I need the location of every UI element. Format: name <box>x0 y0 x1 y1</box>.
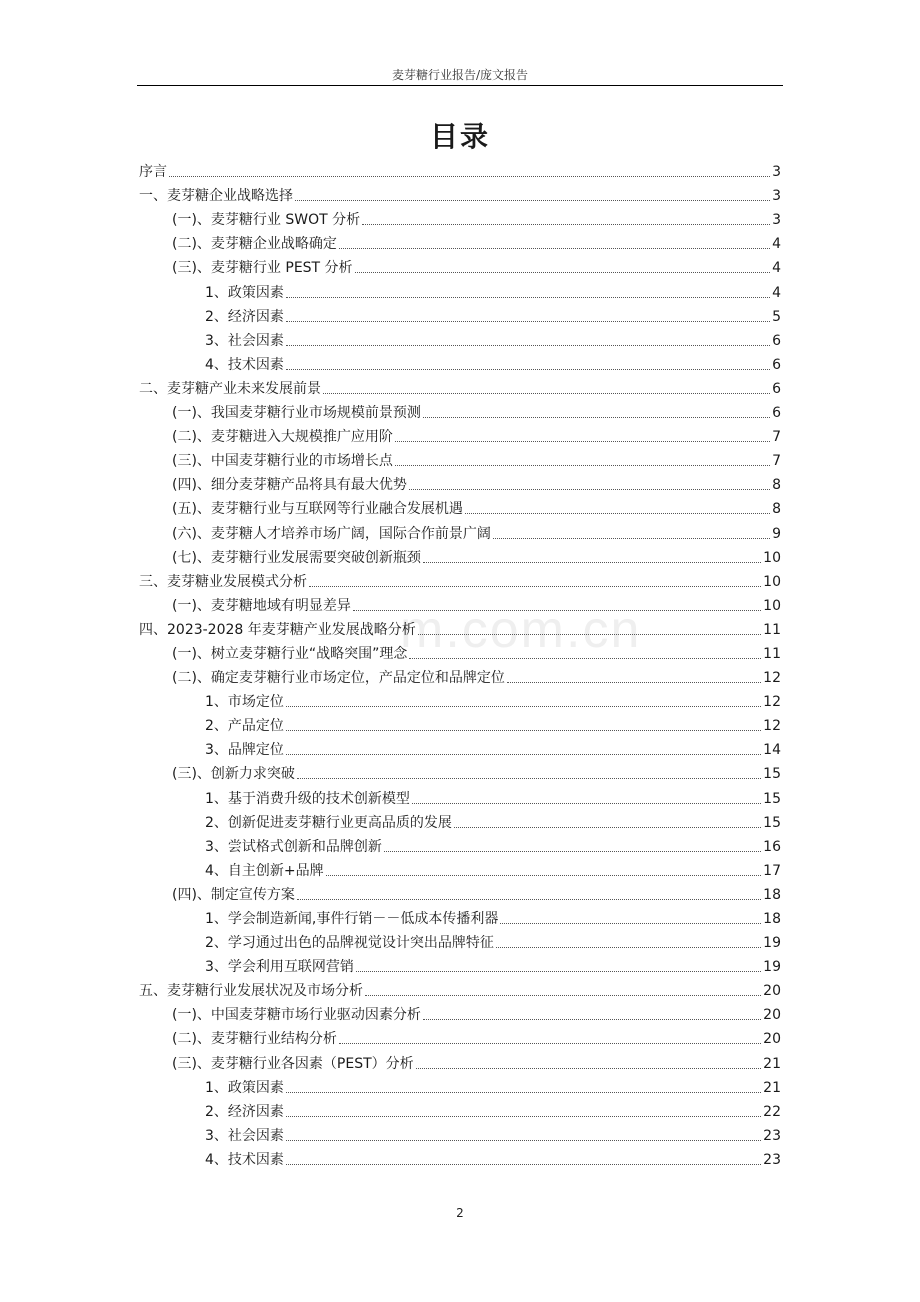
toc-entry-title: 1、市场定位 <box>205 694 284 711</box>
toc-leader-dots <box>355 271 771 273</box>
header-rule <box>137 85 783 86</box>
toc-leader-dots <box>384 850 761 852</box>
toc-entry[interactable] <box>139 205 781 229</box>
toc-leader-dots <box>416 1067 762 1069</box>
toc-leader-dots <box>365 994 761 996</box>
toc-entry[interactable] <box>139 277 781 301</box>
toc-entry[interactable] <box>139 783 781 807</box>
toc-entry[interactable] <box>139 976 781 1000</box>
toc-entry-page: 19 <box>763 935 781 952</box>
toc-entry-page: 11 <box>763 621 781 638</box>
toc-entry-title: 1、政策因素 <box>205 1079 284 1096</box>
toc-leader-dots <box>309 585 761 587</box>
toc-entry-title: (三)、麦芽糖行业 PEST 分析 <box>172 260 353 277</box>
toc-entry-title: 3、学会利用互联网营销 <box>205 959 354 976</box>
toc-entry[interactable] <box>139 832 781 856</box>
toc-entry-page: 6 <box>772 405 781 422</box>
toc-entry-title: 2、创新促进麦芽糖行业更高品质的发展 <box>205 814 452 831</box>
toc-entry[interactable] <box>139 711 781 735</box>
toc-entry-title: 二、麦芽糖产业未来发展前景 <box>139 380 321 397</box>
toc-leader-dots <box>326 874 762 876</box>
toc-leader-dots <box>362 223 770 225</box>
toc-leader-dots <box>454 826 761 828</box>
toc-entry[interactable] <box>139 1145 781 1169</box>
toc-entry[interactable] <box>139 374 781 398</box>
toc-entry-title: (三)、麦芽糖行业各因素（PEST）分析 <box>172 1055 414 1072</box>
toc-entry[interactable] <box>139 663 781 687</box>
toc-entry-page: 3 <box>772 212 781 229</box>
toc-entry[interactable] <box>139 398 781 422</box>
toc-entry-title: 序言 <box>139 164 167 181</box>
toc-entry[interactable] <box>139 229 781 253</box>
toc-leader-dots <box>286 1139 761 1141</box>
toc-entry-page: 17 <box>763 862 781 879</box>
toc-entry[interactable] <box>139 253 781 277</box>
toc-entry-page: 21 <box>763 1055 781 1072</box>
toc-leader-dots <box>339 1042 761 1044</box>
toc-entry-page: 8 <box>772 477 781 494</box>
toc-entry-page: 11 <box>763 645 781 662</box>
toc-entry-title: (一)、麦芽糖地域有明显差异 <box>172 597 351 614</box>
toc-leader-dots <box>323 392 770 394</box>
toc-entry-page: 6 <box>772 380 781 397</box>
toc-entry-title: (二)、确定麦芽糖行业市场定位，产品定位和品牌定位 <box>172 670 505 687</box>
toc-entry-page: 15 <box>763 790 781 807</box>
toc-entry-title: (三)、中国麦芽糖行业的市场增长点 <box>172 453 393 470</box>
toc-leader-dots <box>286 296 770 298</box>
toc-entry[interactable] <box>139 952 781 976</box>
toc-entry-page: 7 <box>772 429 781 446</box>
toc-entry-page: 6 <box>772 356 781 373</box>
toc-leader-dots <box>356 970 761 972</box>
toc-entry-page: 16 <box>763 838 781 855</box>
toc-entry-title: (二)、麦芽糖企业战略确定 <box>172 236 337 253</box>
toc-entry-title: (一)、麦芽糖行业 SWOT 分析 <box>172 212 361 229</box>
toc-leader-dots <box>297 777 761 779</box>
toc-leader-dots <box>395 464 770 466</box>
toc-leader-dots <box>409 488 770 490</box>
toc-leader-dots <box>339 247 770 249</box>
toc-entry-title: (四)、制定宣传方案 <box>172 886 295 903</box>
toc-entry[interactable] <box>139 1097 781 1121</box>
toc-entry[interactable] <box>139 543 781 567</box>
toc-entry-page: 14 <box>763 742 781 759</box>
toc-entry[interactable] <box>139 470 781 494</box>
toc-entry[interactable] <box>139 687 781 711</box>
toc-leader-dots <box>286 729 761 731</box>
toc-entry[interactable] <box>139 181 781 205</box>
toc-leader-dots <box>423 416 770 418</box>
toc-entry[interactable] <box>139 1024 781 1048</box>
toc-entry-page: 21 <box>763 1079 781 1096</box>
toc-leader-dots <box>409 657 761 659</box>
toc-entry-page: 23 <box>763 1127 781 1144</box>
toc-leader-dots <box>286 753 761 755</box>
toc-leader-dots <box>295 199 770 201</box>
running-header: 麦芽糖行业报告/庞文报告 <box>391 68 529 82</box>
toc-entry-title: 1、政策因素 <box>205 284 284 301</box>
toc-entry-page: 4 <box>772 284 781 301</box>
toc-entry-title: 三、麦芽糖业发展模式分析 <box>139 573 307 590</box>
page-title: 目录 <box>429 120 490 153</box>
toc-entry[interactable] <box>139 1121 781 1145</box>
toc-entry[interactable] <box>139 350 781 374</box>
toc-entry[interactable] <box>139 567 781 591</box>
toc-entry[interactable] <box>139 157 781 181</box>
toc-entry-title: 3、社会因素 <box>205 332 284 349</box>
toc-entry[interactable] <box>139 735 781 759</box>
toc-leader-dots <box>286 1163 761 1165</box>
toc-entry-page: 22 <box>763 1103 781 1120</box>
toc-entry-title: (二)、麦芽糖行业结构分析 <box>172 1031 337 1048</box>
toc-entry-page: 20 <box>763 1031 781 1048</box>
toc-entry-title: 2、学习通过出色的品牌视觉设计突出品牌特征 <box>205 935 494 952</box>
toc-entry-page: 6 <box>772 332 781 349</box>
toc-entry-page: 12 <box>763 694 781 711</box>
toc-leader-dots <box>423 561 761 563</box>
toc-entry-page: 9 <box>772 525 781 542</box>
toc-leader-dots <box>465 512 770 514</box>
toc-entry-page: 20 <box>763 983 781 1000</box>
toc-entry-page: 10 <box>763 573 781 590</box>
toc-leader-dots <box>496 946 761 948</box>
toc-entry-page: 4 <box>772 236 781 253</box>
toc-entry[interactable] <box>139 591 781 615</box>
toc-leader-dots <box>297 898 761 900</box>
toc-entry-title: (三)、创新力求突破 <box>172 766 295 783</box>
toc-entry-title: (二)、麦芽糖进入大规模推广应用阶 <box>172 429 393 446</box>
toc-entry[interactable] <box>139 880 781 904</box>
toc-entry[interactable] <box>139 856 781 880</box>
page-number: 2 <box>456 1206 464 1220</box>
toc-entry[interactable] <box>139 808 781 832</box>
toc-entry-title: 2、产品定位 <box>205 718 284 735</box>
toc-entry-page: 23 <box>763 1151 781 1168</box>
toc-entry[interactable] <box>139 904 781 928</box>
toc-entry-page: 18 <box>763 886 781 903</box>
toc-entry-title: 4、技术因素 <box>205 356 284 373</box>
toc-leader-dots <box>169 175 770 177</box>
toc-entry[interactable] <box>139 1048 781 1072</box>
toc-entry-page: 18 <box>763 911 781 927</box>
toc-leader-dots <box>423 1018 761 1020</box>
toc-entry-title: 2、经济因素 <box>205 308 284 325</box>
toc-leader-dots <box>418 633 761 635</box>
toc-entry-page: 19 <box>763 959 781 976</box>
toc-entry-title: 4、自主创新+品牌 <box>205 862 324 879</box>
toc-entry-title: 3、品牌定位 <box>205 742 284 759</box>
toc-entry-page: 8 <box>772 501 781 518</box>
toc-entry[interactable] <box>139 422 781 446</box>
toc-entry-page: 7 <box>772 453 781 470</box>
toc-entry[interactable] <box>139 928 781 952</box>
toc-entry-page: 20 <box>763 1007 781 1024</box>
toc-entry-page: 3 <box>772 164 781 181</box>
toc-entry-page: 15 <box>763 814 781 831</box>
toc-entry-title: (四)、细分麦芽糖产品将具有最大优势 <box>172 477 407 494</box>
toc-entry[interactable] <box>139 446 781 470</box>
toc-entry-title: (一)、树立麦芽糖行业“战略突围”理念 <box>172 645 408 662</box>
toc-entry-page: 10 <box>763 549 781 566</box>
table-of-contents <box>139 157 781 1169</box>
toc-leader-dots <box>286 344 770 346</box>
toc-entry-title: 一、麦芽糖企业战略选择 <box>139 188 293 205</box>
toc-leader-dots <box>286 320 770 322</box>
toc-entry-title: (一)、我国麦芽糖行业市场规模前景预测 <box>172 405 421 422</box>
toc-entry[interactable] <box>139 639 781 663</box>
toc-entry-title: 四、2023-2028 年麦芽糖产业发展战略分析 <box>139 621 416 638</box>
toc-entry-page: 12 <box>763 670 781 687</box>
toc-entry-title: 五、麦芽糖行业发展状况及市场分析 <box>139 983 363 1000</box>
toc-entry-title: (六)、麦芽糖人才培养市场广阔，国际合作前景广阔 <box>172 525 491 542</box>
toc-entry-page: 15 <box>763 766 781 783</box>
toc-leader-dots <box>500 922 761 924</box>
toc-entry[interactable] <box>139 326 781 350</box>
toc-entry[interactable] <box>139 1073 781 1097</box>
toc-entry[interactable] <box>139 518 781 542</box>
toc-leader-dots <box>395 440 770 442</box>
toc-entry[interactable] <box>139 759 781 783</box>
toc-entry-title: 1、基于消费升级的技术创新模型 <box>205 790 410 807</box>
toc-leader-dots <box>353 609 761 611</box>
toc-entry-title: (七)、麦芽糖行业发展需要突破创新瓶颈 <box>172 549 421 566</box>
watermark: m.com.cn <box>400 601 642 659</box>
toc-entry-title: 1、学会制造新闻,事件行销－－低成本传播利器 <box>205 911 499 927</box>
toc-leader-dots <box>286 705 761 707</box>
toc-entry[interactable] <box>139 494 781 518</box>
toc-entry-page: 3 <box>772 188 781 205</box>
toc-entry-page: 5 <box>772 308 781 325</box>
toc-entry-title: 2、经济因素 <box>205 1103 284 1120</box>
toc-entry-title: (五)、麦芽糖行业与互联网等行业融合发展机遇 <box>172 501 463 518</box>
toc-entry[interactable] <box>139 615 781 639</box>
toc-leader-dots <box>493 537 770 539</box>
toc-leader-dots <box>507 681 761 683</box>
toc-leader-dots <box>286 368 770 370</box>
toc-entry-page: 12 <box>763 718 781 735</box>
toc-entry-page: 4 <box>772 260 781 277</box>
toc-entry[interactable] <box>139 302 781 326</box>
toc-entry-page: 10 <box>763 597 781 614</box>
toc-leader-dots <box>412 802 761 804</box>
toc-leader-dots <box>286 1091 761 1093</box>
toc-entry-title: 4、技术因素 <box>205 1151 284 1168</box>
toc-entry-title: 3、尝试格式创新和品牌创新 <box>205 838 382 855</box>
toc-entry-title: (一)、中国麦芽糖市场行业驱动因素分析 <box>172 1007 421 1024</box>
toc-entry[interactable] <box>139 1000 781 1024</box>
toc-entry-title: 3、社会因素 <box>205 1127 284 1144</box>
toc-leader-dots <box>286 1115 761 1117</box>
